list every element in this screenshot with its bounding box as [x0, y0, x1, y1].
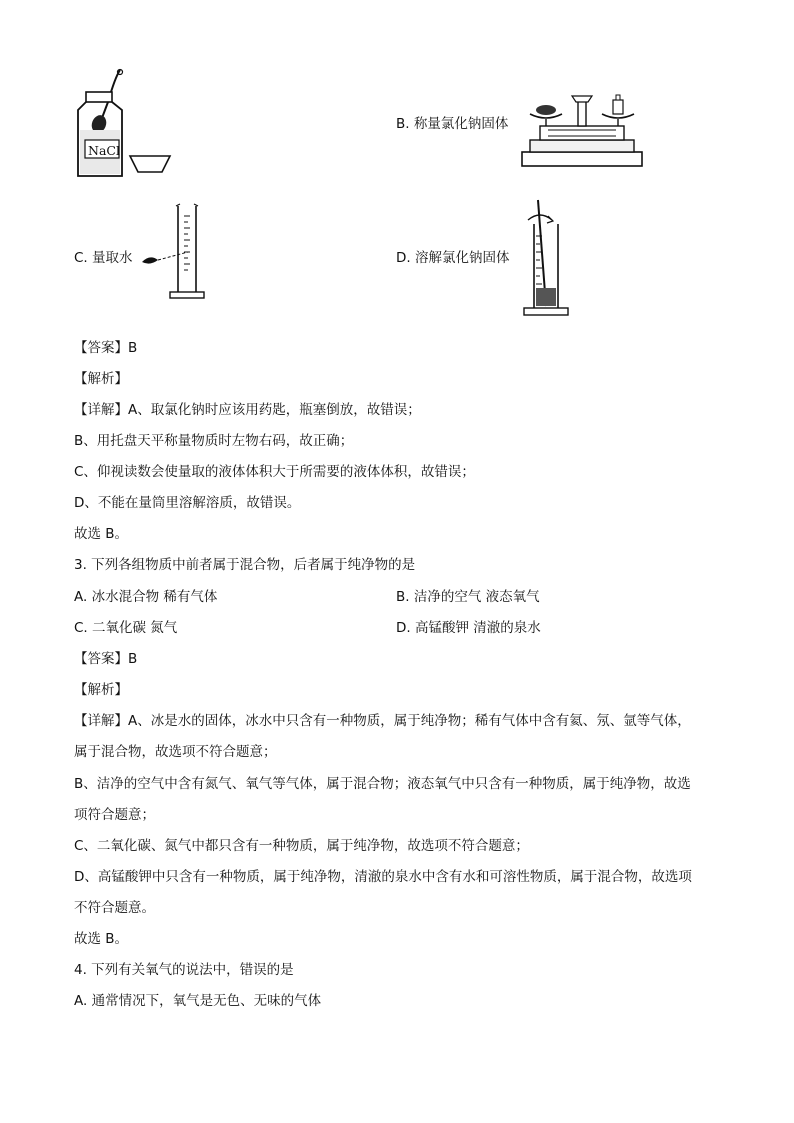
q3-detail-2a: B、洁净的空气中含有氮气、氧气等气体，属于混合物；液态氧气中只含有一种物质，属于纯净物，故选	[74, 776, 691, 792]
q2-conclusion: 故选 B。	[74, 526, 129, 542]
q3-stem: 3. 下列各组物质中前者属于混合物，后者属于纯净物的是	[74, 557, 416, 573]
q3-conclusion: 故选 B。	[74, 931, 129, 947]
q3-option-b: B. 洁净的空气 液态氧气	[396, 589, 540, 605]
q3-analysis-heading: 【解析】	[74, 682, 128, 698]
q2-detail-3: C、仰视读数会使量取的液体体积大于所需要的液体体积，故错误；	[74, 464, 475, 480]
q3-detail-1b: 属于混合物，故选项不符合题意；	[74, 744, 277, 760]
nacl-label: NaCl	[88, 143, 120, 158]
option-d-caption: D. 溶解氯化钠固体	[396, 250, 510, 266]
balance-figure	[520, 92, 645, 170]
q3-detail-1a: 【详解】A、冰是水的固体，冰水中只含有一种物质，属于纯净物；稀有气体中含有氦、氖、氩等气体，	[74, 713, 691, 729]
q2-analysis-heading: 【解析】	[74, 371, 128, 387]
q3-detail-4a: D、高锰酸钾中只含有一种物质，属于纯净物，清澈的泉水中含有水和可溶性物质，属于混合物，故选项	[74, 869, 692, 885]
option-b-caption: B. 称量氯化钠固体	[396, 116, 509, 132]
q4-stem: 4. 下列有关氧气的说法中，错误的是	[74, 962, 294, 978]
q3-answer: 【答案】B	[74, 651, 138, 667]
q2-detail-2: B、用托盘天平称量物质时左物右码，故正确；	[74, 433, 354, 449]
q2-answer: 【答案】B	[74, 340, 138, 356]
q4-option-a: A. 通常情况下，氧气是无色、无味的气体	[74, 993, 322, 1009]
option-c-caption: C. 量取水	[74, 250, 133, 266]
q3-detail-4b: 不符合题意。	[74, 900, 155, 916]
nacl-bottle-figure	[72, 68, 182, 180]
q3-option-a: A. 冰水混合物 稀有气体	[74, 589, 218, 605]
q3-detail-3: C、二氧化碳、氮气中都只含有一种物质，属于纯净物，故选项不符合题意；	[74, 838, 529, 854]
dissolving-cylinder-figure	[518, 196, 578, 320]
q3-option-c: C. 二氧化碳 氮气	[74, 620, 178, 636]
q3-detail-2b: 项符合题意；	[74, 807, 155, 823]
q2-detail-4: D、不能在量筒里溶解溶质，故错误。	[74, 495, 301, 511]
graduated-cylinder-figure	[140, 202, 220, 302]
q3-option-d: D. 高锰酸钾 清澈的泉水	[396, 620, 541, 636]
q2-detail-1: 【详解】A、取氯化钠时应该用药匙，瓶塞倒放，故错误；	[74, 402, 421, 418]
